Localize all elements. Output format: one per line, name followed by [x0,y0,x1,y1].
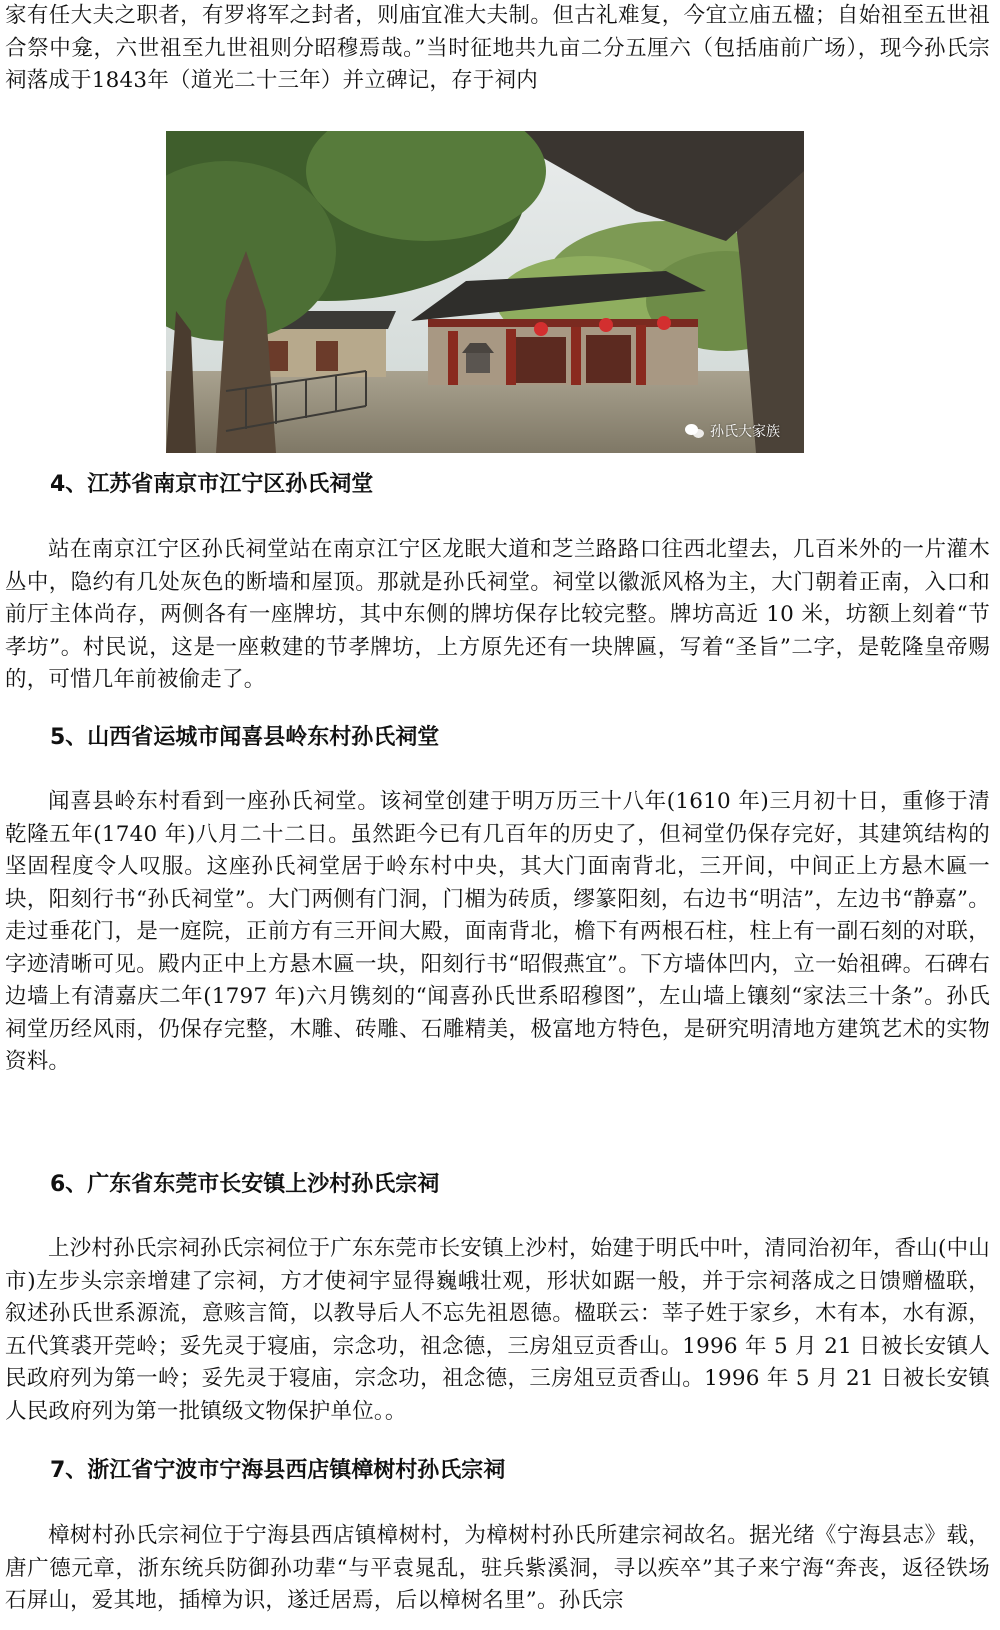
intro-paragraph: 家有任大夫之职者，有罗将军之封者，则庙宜准大夫制。但古礼难复，今宜立庙五楹；自始祖至五世祖合祭中龛，六世祖至九世祖则分昭穆焉哉。”当时征地共九亩二分五厘六（包括庙前广场），现今孙氏宗祠落成于1843年（道光二十三年）并立碑记，存于祠内 [5,3,990,93]
section-heading-4: 4、江苏省南京市江宁区孙氏祠堂 [50,472,374,497]
section-heading-5: 5、山西省运城市闻喜县岭东村孙氏祠堂 [50,725,440,750]
section-body-7: 樟树村孙氏宗祠位于宁海县西店镇樟树村，为樟树村孙氏所建宗祠故名。据光绪《宁海县志》载，唐广德元章，浙东统兵防御孙功辈“与平袁晁乱，驻兵紫溪洞，寻以疾卒”其子来宁海“奔丧，返径铁场石屏山，爱其地，插樟为识，遂迁居焉，后以樟树名里”。孙氏宗 [5,1523,990,1613]
watermark-text: 孙氏大家族 [710,424,780,440]
section-body-6: 上沙村孙氏宗祠孙氏宗祠位于广东东莞市长安镇上沙村，始建于明氏中叶，清同治初年，香山(中山市)左步头宗亲增建了宗祠，方才使祠宇显得巍峨壮观，形状如踞一般，并于宗祠落成之日馈赠楹联，叙述孙氏世系源流，意赅言简，以教导后人不忘先祖恩德。楹联云：莘子姓于家乡，木有本，水有源，五代箕裘开莞岭；妥先灵于寝庙，宗念功，祖念德，三房俎豆贡香山。1996 年 5 月 21 日被长安镇人民政府列为第一岭；妥先灵于寝庙，宗念功，祖念德，三房俎豆贡香山。1996 年 5 月 21 日被长安镇人民政府列为第一批镇级文物保护单位。。 [5,1236,990,1424]
ancestral-hall-illustration [166,131,804,453]
photo-watermark [685,421,780,441]
section-heading-6: 6、广东省东莞市长安镇上沙村孙氏宗祠 [50,1172,440,1197]
section-heading-7: 7、浙江省宁波市宁海县西店镇樟树村孙氏宗祠 [50,1458,506,1483]
section-body-5: 闻喜县岭东村看到一座孙氏祠堂。该祠堂创建于明万历三十八年(1610 年)三月初十日，重修于清乾隆五年(1740 年)八月二十二日。虽然距今已有几百年的历史了，但祠堂仍保存完好，其建筑结构的坚固程度令人叹服。这座孙氏祠堂居于岭东村中央，其大门面南背北，三开间，中间正上方悬木匾一块，阳刻行书“孙氏祠堂”。大门两侧有门洞，门楣为砖质，缪篆阳刻，右边书“明洁”，左边书“静嘉”。走过垂花门，是一庭院，正前方有三开间大殿，面南背北，檐下有两根石柱，柱上有一副石刻的对联，字迹清晰可见。殿内正中上方悬木匾一块，阳刻行书“昭假燕宜”。下方墙体凹内，立一始祖碑。石碑右边墙上有清嘉庆二年(1797 年)六月镌刻的“闻喜孙氏世系昭穆图”，左山墙上镶刻“家法三十条”。孙氏祠堂历经风雨，仍保存完整，木雕、砖雕、石雕精美，极富地方特色，是研究明清地方建筑艺术的实物资料。 [5,789,990,1074]
wechat-icon [685,423,705,439]
section-body-4: 站在南京江宁区孙氏祠堂站在南京江宁区龙眠大道和芝兰路路口往西北望去，几百米外的一片灌木丛中，隐约有几处灰色的断墙和屋顶。那就是孙氏祠堂。祠堂以徽派风格为主，大门朝着正南，入口和前厅主体尚存，两侧各有一座牌坊，其中东侧的牌坊保存比较完整。牌坊高近 10 米，坊额上刻着“节孝坊”。村民说，这是一座敕建的节孝牌坊，上方原先还有一块牌匾，写着“圣旨”二字，是乾隆皇帝赐的，可惜几年前被偷走了。 [5,537,990,692]
ancestral-hall-photo [166,131,804,453]
